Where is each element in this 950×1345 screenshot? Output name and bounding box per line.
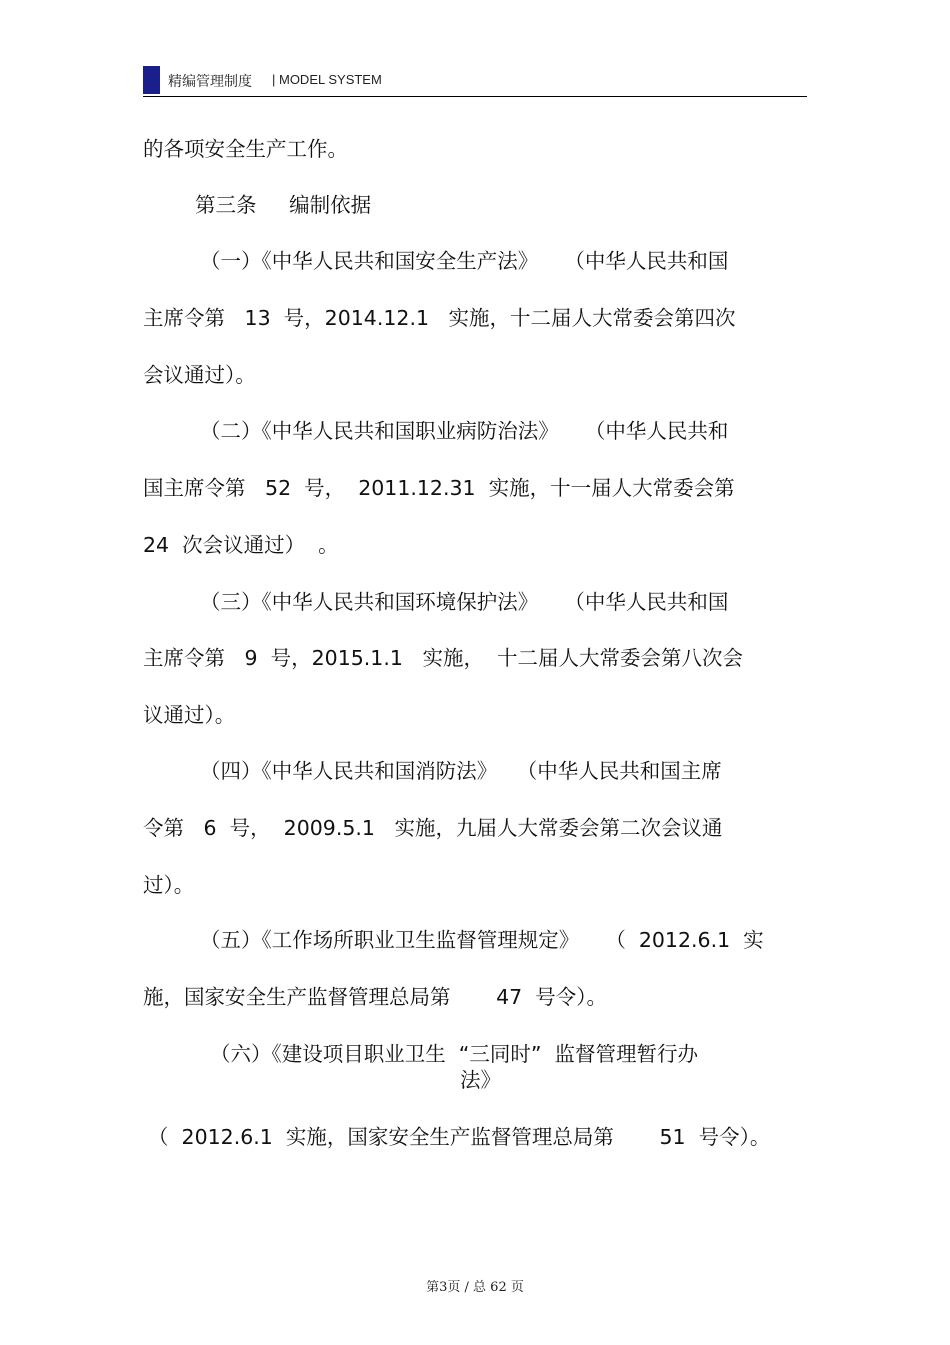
body-line: （四）《中华人民共和国消防法》 （中华人民共和国主席 bbox=[200, 759, 722, 783]
body-line: 会议通过）。 bbox=[143, 363, 256, 387]
body-line: （六）《建设项目职业卫生 “三同时” 监督管理暂行办 bbox=[210, 1042, 699, 1066]
body-line: 过）。 bbox=[143, 873, 195, 897]
body-line: 令第 6 号， 2009.5.1 实施，九届人大常委会第二次会议通 bbox=[143, 816, 723, 840]
body-line: 法》 bbox=[460, 1068, 501, 1092]
body-line: 24 次会议通过） 。 bbox=[143, 533, 339, 557]
body-line: （五）《工作场所职业卫生监督管理规定》 （ 2012.6.1 实 bbox=[200, 928, 764, 952]
body-line: 施，国家安全生产监督管理总局第 47 号令）。 bbox=[143, 985, 607, 1009]
header-divider bbox=[143, 96, 807, 97]
body-line: 的各项安全生产工作。 bbox=[143, 137, 348, 161]
body-line: （三）《中华人民共和国环境保护法》 （中华人民共和国 bbox=[200, 590, 729, 614]
section-heading: 第三条 编制依据 bbox=[195, 193, 372, 217]
header-subtitle: | MODEL SYSTEM bbox=[272, 72, 382, 87]
page-number: 第3页 / 总 62 页 bbox=[426, 1280, 524, 1295]
header-logo bbox=[143, 66, 160, 94]
header-title: 精编管理制度 bbox=[168, 74, 252, 90]
body-line: （一）《中华人民共和国安全生产法》 （中华人民共和国 bbox=[200, 249, 729, 273]
body-line: 国主席令第 52 号， 2011.12.31 实施，十一届人大常委会第 bbox=[143, 476, 735, 500]
body-line: 主席令第 9 号，2015.1.1 实施， 十二届人大常委会第八次会 bbox=[143, 646, 743, 670]
body-line: （ 2012.6.1 实施，国家安全生产监督管理总局第 51 号令）。 bbox=[148, 1125, 771, 1149]
body-line: （二）《中华人民共和国职业病防治法》 （中华人民共和 bbox=[200, 419, 729, 443]
body-line: 主席令第 13 号，2014.12.1 实施，十二届人大常委会第四次 bbox=[143, 306, 736, 330]
body-line: 议通过）。 bbox=[143, 703, 236, 727]
